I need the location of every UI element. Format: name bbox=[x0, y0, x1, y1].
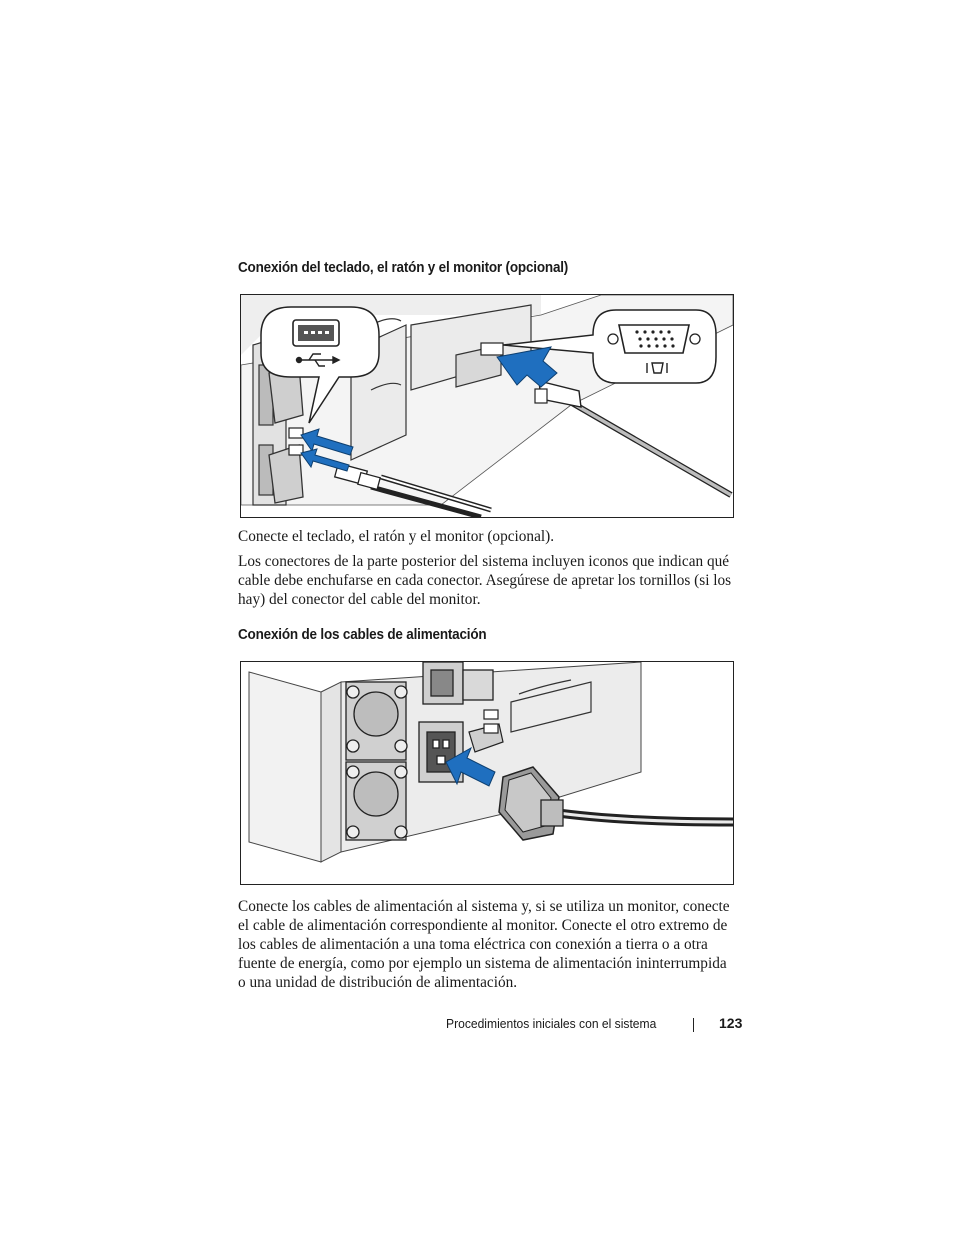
caption-connect-keyboard-mouse-monitor: Conecte el teclado, el ratón y el monitor (opcional). bbox=[238, 528, 555, 545]
figure-power-cables bbox=[240, 661, 734, 885]
footer-separator bbox=[693, 1018, 694, 1032]
footer-section-title: Procedimientos iniciales con el sistema bbox=[446, 1016, 657, 1031]
paragraph-connector-icons: Los conectores de la parte posterior del sistema incluyen iconos que indican qué cable debe enchufarse en cada conector. Asegúrese de apretar los tornillos (si los hay) del conector del cable del monitor. bbox=[238, 553, 732, 608]
page-number: 123 bbox=[719, 1015, 743, 1031]
paragraph-power-cables: Conecte los cables de alimentación al sistema y, si se utiliza un monitor, conecte el cable de alimentación correspondiente al monitor. Conecte el otro extremo de los cables de alimentación a una toma eléctrica con conexión a tierra o a otra fuente de energía, como por ejemplo un sistema de alimentación ininterrumpida o una unidad de distribución de alimentación. bbox=[238, 898, 730, 991]
figure-keyboard-mouse-monitor bbox=[240, 294, 734, 518]
power-cables-illustration bbox=[241, 662, 733, 884]
vga-cable bbox=[535, 381, 731, 495]
section-heading-keyboard-mouse-monitor: Conexión del teclado, el ratón y el monitor (opcional) bbox=[238, 260, 569, 276]
keyboard-mouse-monitor-illustration bbox=[241, 295, 733, 517]
section-heading-power-cables: Conexión de los cables de alimentación bbox=[238, 627, 487, 643]
